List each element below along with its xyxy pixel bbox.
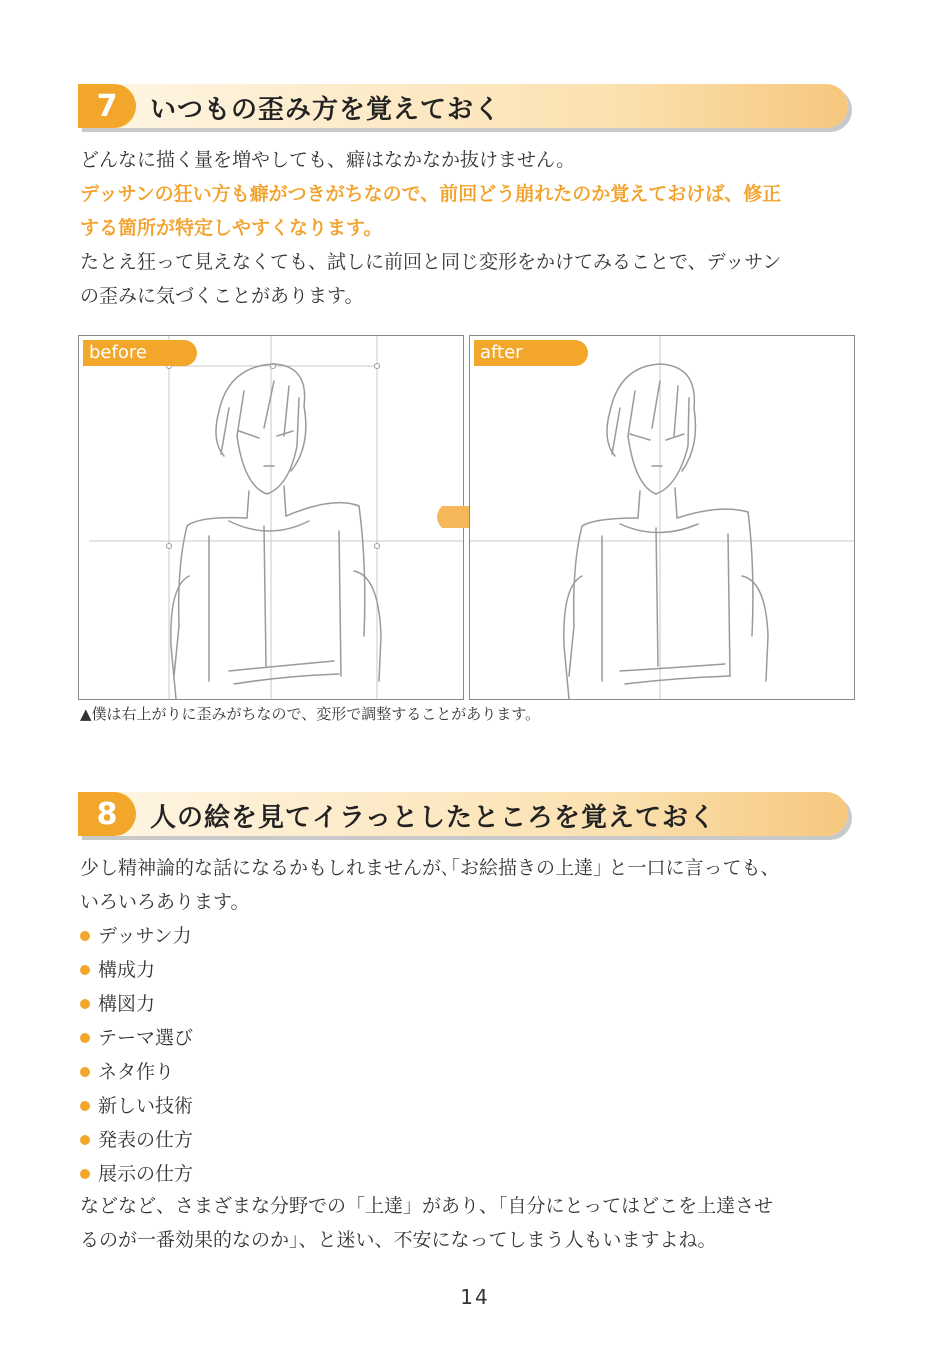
- page-number: 14: [460, 1285, 490, 1309]
- skills-bullet-list: [80, 919, 193, 1191]
- bullet-dot-icon: [80, 1067, 90, 1077]
- bullet-dot-icon: [80, 999, 90, 1009]
- section-7-highlight-line-1: デッサンの狂い方も癖がつきがちなので、前回どう崩れたのか覚えておけば、修正: [80, 183, 782, 205]
- section-8-paragraph-2-line-2: るのが一番効果的なのか｣、と迷い、不安になってしまう人もいますよね。: [80, 1229, 717, 1251]
- before-sketch-figure: [79, 336, 463, 699]
- section-8-number: 8: [78, 792, 136, 836]
- section-8-paragraph-1-line-1: 少し精神論的な話になるかもしれませんが､｢お絵描きの上達｣ と一口に言っても、: [80, 857, 780, 879]
- bullet-dot-icon: [80, 1135, 90, 1145]
- section-7-paragraph-2-line-2: の歪みに気づくことがあります。: [80, 285, 364, 307]
- list-item: デッサン力: [80, 919, 193, 953]
- bullet-dot-icon: [80, 931, 90, 941]
- section-7-highlight-line-2: する箇所が特定しやすくなります。: [80, 217, 383, 239]
- section-8-title: 人の絵を見てイラっとしたところを覚えておく: [150, 803, 716, 833]
- list-item: ネタ作り: [80, 1055, 193, 1089]
- bullet-dot-icon: [80, 965, 90, 975]
- after-illustration-panel: [469, 335, 855, 700]
- section-8-paragraph-2-line-1: などなど、さまざまな分野での「上達」があり、｢自分にとってはどこを上達させ: [80, 1195, 774, 1217]
- list-item: 構図力: [80, 987, 193, 1021]
- section-8-header: [78, 792, 856, 844]
- list-item: 発表の仕方: [80, 1123, 193, 1157]
- section-7-number: 7: [78, 84, 136, 128]
- section-8-paragraph-1-line-2: いろいろあります。: [80, 891, 250, 913]
- before-illustration-panel: [78, 335, 464, 700]
- bullet-dot-icon: [80, 1101, 90, 1111]
- section-7-paragraph-2-line-1: たとえ狂って見えなくても、試しに前回と同じ変形をかけてみることで、デッサン: [80, 251, 782, 273]
- section-7-paragraph-1: どんなに描く量を増やしても、癖はなかなか抜けません。: [80, 149, 576, 171]
- section-7-title: いつもの歪み方を覚えておく: [150, 95, 502, 125]
- after-sketch-figure: [470, 336, 854, 699]
- list-item: テーマ選び: [80, 1021, 193, 1055]
- illustration-caption: ▲僕は右上がりに歪みがちなので、変形で調整することがあります。: [80, 705, 541, 723]
- section-7-header: [78, 84, 856, 136]
- list-item: 展示の仕方: [80, 1157, 193, 1191]
- bullet-dot-icon: [80, 1033, 90, 1043]
- list-item: 構成力: [80, 953, 193, 987]
- before-label: before: [83, 340, 197, 366]
- bullet-dot-icon: [80, 1169, 90, 1179]
- list-item: 新しい技術: [80, 1089, 193, 1123]
- after-label: after: [474, 340, 588, 366]
